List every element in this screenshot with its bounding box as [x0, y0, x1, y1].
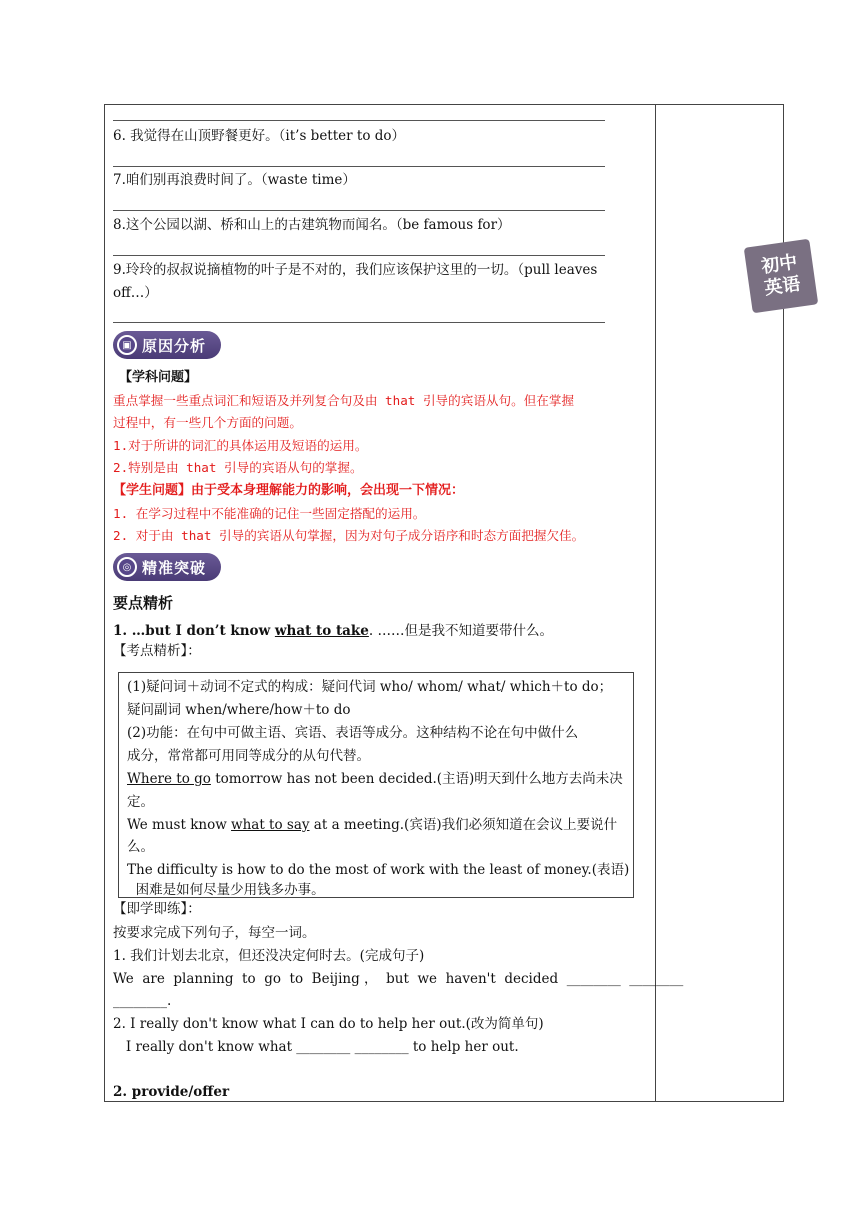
box-line: 成分，常常都可用同等成分的从句代替。	[127, 748, 370, 764]
box-line: We must know what to say at a meeting.(宾语)我们必须知道在会议上要说什	[127, 817, 618, 833]
answer-line	[113, 166, 605, 167]
exercise-1-sentence-cont: ________.	[113, 993, 172, 1009]
subject-problem-line: 2.特别是由 that 引导的宾语从句的掌握。	[113, 460, 363, 475]
key-points-title: 要点精析	[113, 594, 174, 612]
question-9-line1: 9.玲玲的叔叔说摘植物的叶子是不对的，我们应该保护这里的一切。（pull leaves	[113, 262, 598, 278]
subject-problem-line: 过程中，有一些几个方面的问题。	[113, 415, 302, 430]
question-8: 8.这个公园以湖、桥和山上的古建筑物而闻名。（be famous for）	[113, 217, 511, 233]
box-line: (1)疑问词＋动词不定式的构成：疑问代词 who/ whom/ what/ which＋to do；	[127, 679, 613, 695]
exercise-1-sentence: We are planning to go to Beijing ， but we haven't decided ________ ________	[113, 971, 684, 987]
subject-problem-heading: 【学科问题】	[119, 370, 198, 385]
column-divider	[655, 104, 656, 1102]
practice-instruction: 按要求完成下列句子，每空一词。	[113, 925, 316, 941]
answer-line	[113, 322, 605, 323]
exam-point-box	[118, 672, 634, 898]
question-9-line2: off…）	[113, 285, 158, 301]
box-line: (2)功能：在句中可做主语、宾语、表语等成分。这种结构不论在句中做什么	[127, 725, 579, 741]
target-icon: ◎	[117, 557, 137, 577]
box-line: 困难是如何尽量少用钱多办事。	[127, 882, 325, 898]
exercise-2-sentence: I really don't know what ________ ________ to help her out.	[113, 1039, 519, 1055]
exam-point-label: 【考点精析】：	[113, 643, 201, 659]
box-line: 么。	[127, 839, 154, 855]
question-6: 6. 我觉得在山顶野餐更好。（it’s better to do）	[113, 128, 406, 144]
student-problem-line: 1. 在学习过程中不能准确的记住一些固定搭配的运用。	[113, 506, 426, 521]
box-line: 定。	[127, 794, 154, 810]
section-badge-cause-analysis: ▣ 原因分析	[113, 331, 221, 359]
practice-label: 【即学即练】：	[113, 901, 201, 917]
exercise-2: 2. I really don't know what I can do to help her out.(改为简单句)	[113, 1016, 544, 1032]
answer-line	[113, 255, 605, 256]
box-line: 疑问副词 when/where/how＋to do	[127, 702, 351, 718]
subject-problem-line: 重点掌握一些重点词汇和短语及并列复合句及由 that 引导的宾语从句。但在掌握	[113, 393, 575, 408]
student-problem-heading: 【学生问题】由于受本身理解能力的影响，会出现一下情况：	[113, 483, 465, 498]
junior-english-logo: 初中 英语	[744, 239, 819, 314]
answer-line	[113, 120, 605, 121]
student-problem-line: 2. 对于由 that 引导的宾语从句掌握，因为对句子成分语序和时态方面把握欠佳。	[113, 528, 585, 543]
point-1: 1. …but I don’t know what to take. ……但是我不知道要带什么。	[113, 623, 553, 639]
subject-problem-line: 1.对于所讲的词汇的具体运用及短语的运用。	[113, 438, 368, 453]
exercise-1: 1. 我们计划去北京，但还没决定何时去。(完成句子)	[113, 948, 425, 964]
box-line: Where to go tomorrow has not been decided.(主语)明天到什么地方去尚未决	[127, 771, 623, 787]
section-badge-breakthrough: ◎ 精准突破	[113, 553, 221, 581]
answer-line	[113, 210, 605, 211]
document-icon: ▣	[117, 335, 137, 355]
box-line: The difficulty is how to do the most of work with the least of money.(表语)	[127, 862, 630, 878]
point-2: 2. provide/offer	[113, 1084, 230, 1100]
question-7: 7.咱们别再浪费时间了。（waste time）	[113, 172, 356, 188]
